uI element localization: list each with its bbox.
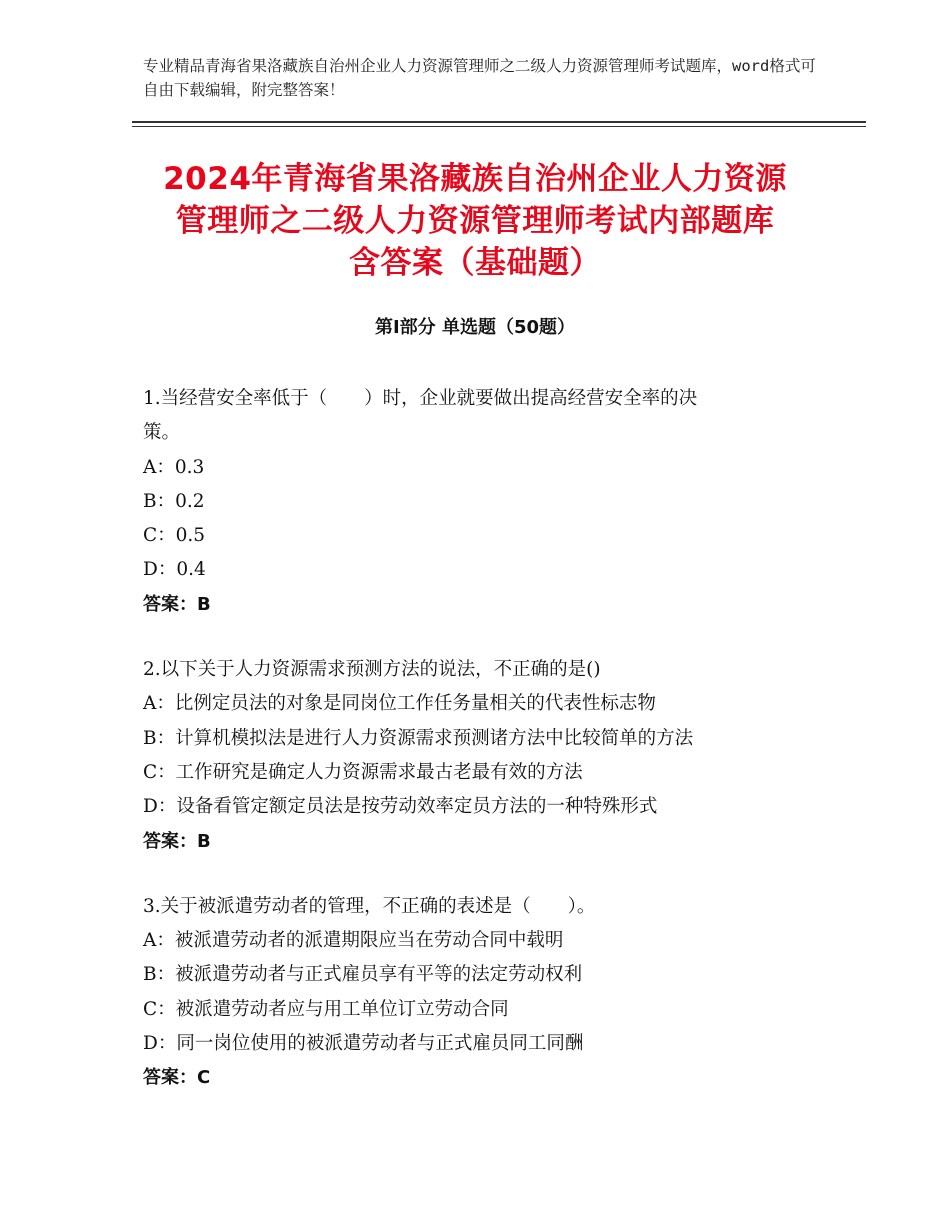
option-a: A：比例定员法的对象是同岗位工作任务量相关的代表性标志物 [143, 693, 656, 715]
answer: 答案：B [143, 593, 211, 615]
question-1 [143, 382, 823, 622]
option-d: D：设备看管定额定员法是按劳动效率定员方法的一种特殊形式 [143, 796, 658, 818]
question-list [143, 382, 823, 1127]
title-line: 管理师之二级人力资源管理师考试内部题库 [175, 203, 775, 239]
option-a: A：0.3 [143, 456, 205, 478]
header-note: 专业精品青海省果洛藏族自治州企业人力资源管理师之二级人力资源管理师考试题库，word格式可自由下载编辑，附完整答案！ [143, 57, 816, 99]
option-b: B：0.2 [143, 490, 205, 512]
answer: 答案：C [143, 1067, 211, 1089]
question-stem: 策。 [143, 422, 181, 444]
header-rule-thin [132, 126, 866, 127]
title-line: 2024年青海省果洛藏族自治州企业人力资源 [163, 161, 787, 197]
option-c: C：工作研究是确定人力资源需求最古老最有效的方法 [143, 761, 583, 783]
option-d: D：同一岗位使用的被派遣劳动者与正式雇员同工同酬 [143, 1033, 584, 1055]
option-b: B：被派遣劳动者与正式雇员享有平等的法定劳动权利 [143, 964, 583, 986]
question-stem: 1.当经营安全率低于（ ）时，企业就要做出提高经营安全率的决 [143, 388, 698, 409]
document-title [100, 158, 850, 284]
option-a: A：被派遣劳动者的派遣期限应当在劳动合同中载明 [143, 930, 564, 952]
option-d: D：0.4 [143, 559, 206, 581]
question-3 [143, 890, 823, 1096]
title-line: 含答案（基础题） [349, 245, 601, 281]
header-rule-thick [132, 121, 866, 123]
question-stem: 3.关于被派遣劳动者的管理，不正确的表述是（ ）。 [143, 895, 596, 917]
question-2 [143, 653, 823, 859]
section-title: 第Ⅰ部分 单选题（50题） [374, 317, 575, 338]
option-c: C：0.5 [143, 525, 206, 547]
option-b: B：计算机模拟法是进行人力资源需求预测诸方法中比较简单的方法 [143, 727, 694, 749]
option-c: C：被派遣劳动者应与用工单位订立劳动合同 [143, 998, 509, 1020]
answer: 答案：B [143, 830, 211, 852]
question-stem: 2.以下关于人力资源需求预测方法的说法，不正确的是() [143, 659, 601, 681]
